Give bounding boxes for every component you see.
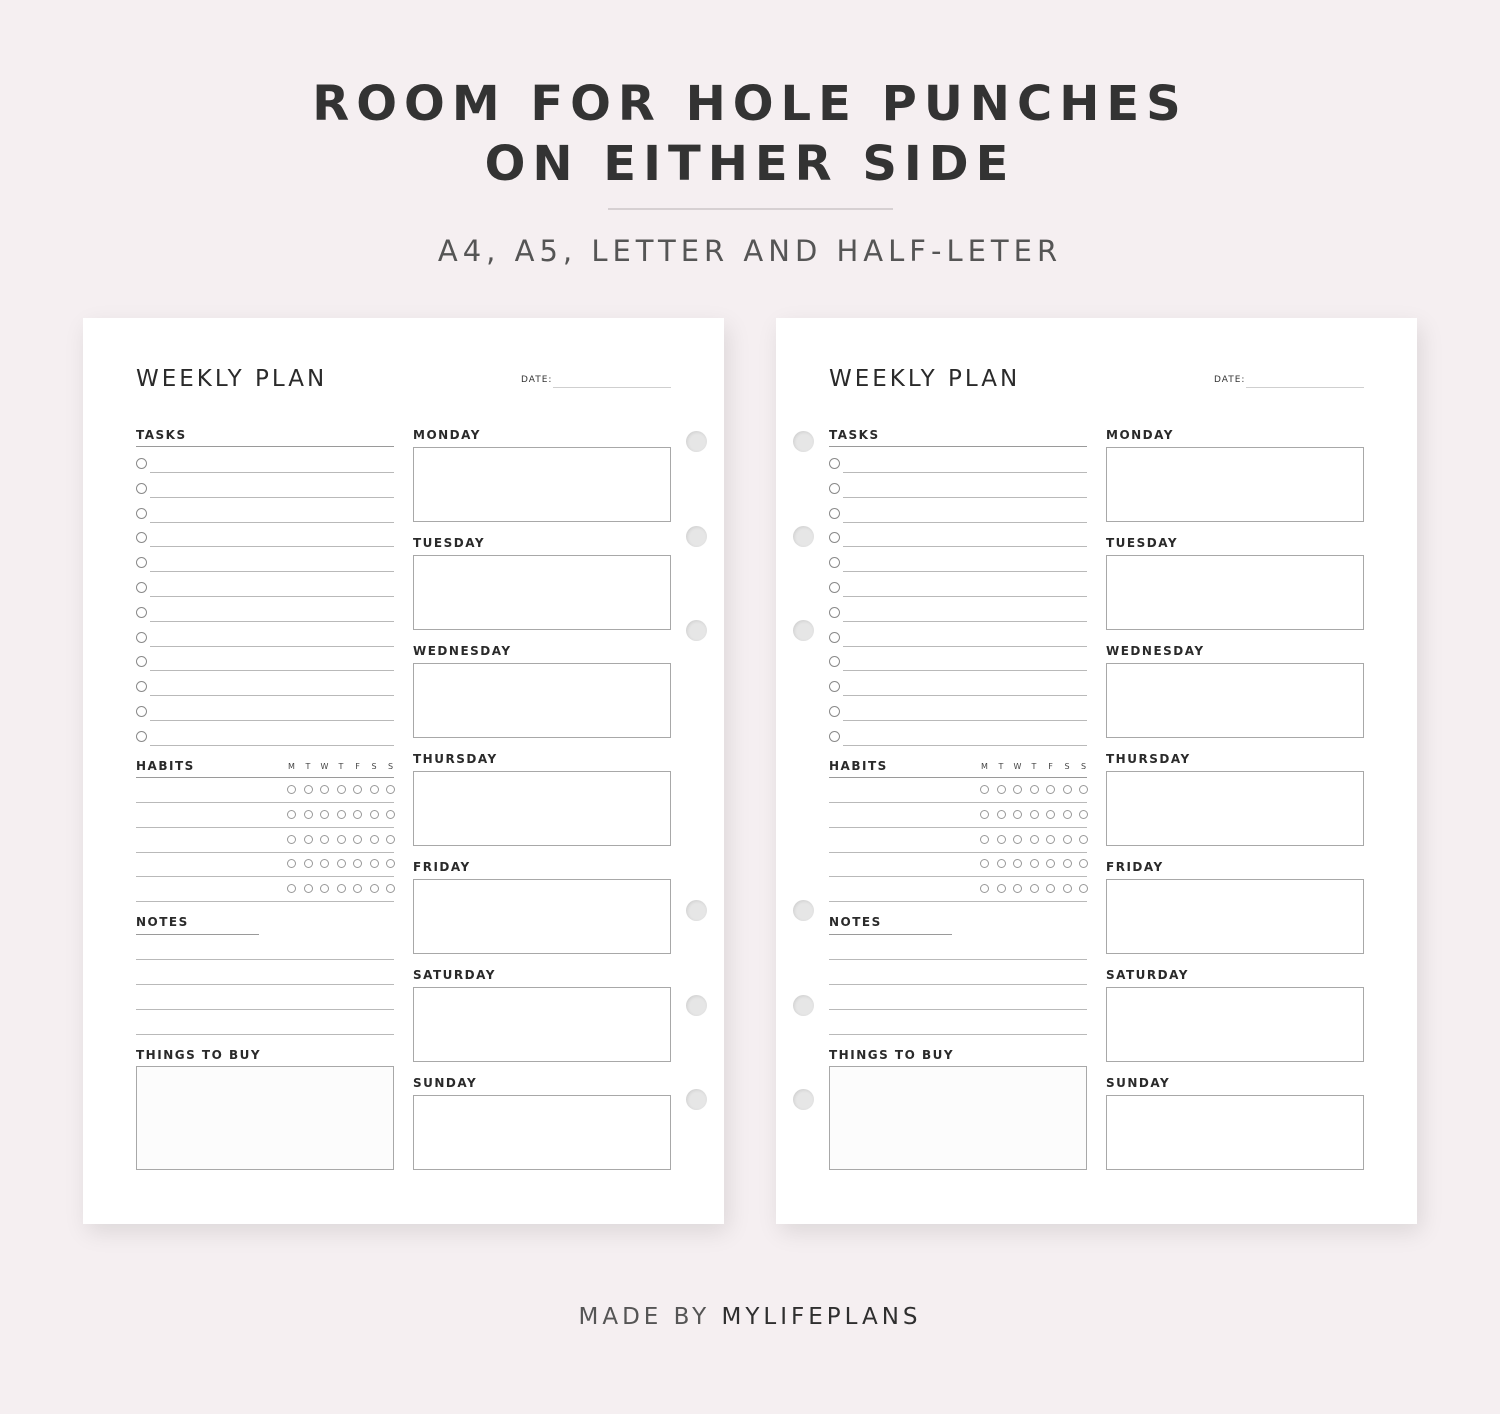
task-checkbox[interactable] (136, 706, 147, 717)
punch-hole (686, 995, 707, 1016)
habit-checkbox[interactable] (1046, 884, 1055, 893)
habit-checkbox[interactable] (386, 835, 395, 844)
habit-day-letter: S (371, 762, 377, 771)
task-checkbox[interactable] (829, 632, 840, 643)
task-checkbox[interactable] (829, 508, 840, 519)
punch-hole (793, 900, 814, 921)
task-checkbox[interactable] (829, 483, 840, 494)
habit-checkbox[interactable] (320, 859, 329, 868)
task-line[interactable] (843, 745, 1087, 746)
habit-day-letter: S (1080, 762, 1087, 771)
punch-hole (793, 431, 814, 452)
habit-checkbox[interactable] (386, 785, 395, 794)
habit-checkbox[interactable] (287, 835, 296, 844)
day-box-friday[interactable] (413, 879, 671, 954)
habit-checkbox[interactable] (1063, 859, 1072, 868)
task-checkbox[interactable] (829, 532, 840, 543)
notes-line[interactable] (136, 984, 394, 985)
habit-day-letter: S (387, 762, 394, 771)
day-box-wednesday[interactable] (1106, 663, 1364, 738)
tasks-label: TASKS (136, 428, 187, 442)
task-checkbox[interactable] (829, 582, 840, 593)
task-line[interactable] (843, 720, 1087, 721)
plan-title: WEEKLY PLAN (136, 366, 328, 392)
habit-checkbox[interactable] (1046, 835, 1055, 844)
task-line[interactable] (843, 596, 1087, 597)
task-checkbox[interactable] (136, 632, 147, 643)
headline-line-1: ROOM FOR HOLE PUNCHES (312, 76, 1188, 132)
habit-checkbox[interactable] (337, 810, 346, 819)
habit-checkbox[interactable] (980, 835, 989, 844)
day-label-tuesday: TUESDAY (413, 536, 486, 550)
habit-checkbox[interactable] (1013, 810, 1022, 819)
habit-checkbox[interactable] (1063, 810, 1072, 819)
habit-checkbox[interactable] (287, 785, 296, 794)
punch-hole (793, 526, 814, 547)
task-line[interactable] (150, 745, 394, 746)
habit-line[interactable] (136, 876, 394, 877)
day-label-friday: FRIDAY (413, 860, 471, 874)
punch-hole (686, 900, 707, 921)
day-box-sunday[interactable] (413, 1095, 671, 1170)
task-line[interactable] (150, 472, 394, 473)
notes-underline (136, 934, 259, 935)
habit-checkbox[interactable] (980, 859, 989, 868)
habits-underline (829, 777, 1087, 778)
day-label-monday: MONDAY (1106, 428, 1174, 442)
task-line[interactable] (843, 646, 1087, 647)
habit-line[interactable] (829, 802, 1087, 803)
task-line[interactable] (150, 522, 394, 523)
habit-checkbox[interactable] (304, 859, 313, 868)
day-label-wednesday: WEDNESDAY (413, 644, 512, 658)
notes-line[interactable] (136, 1034, 394, 1035)
habit-checkbox[interactable] (997, 835, 1006, 844)
habit-checkbox[interactable] (997, 859, 1006, 868)
punch-hole (686, 620, 707, 641)
day-label-friday: FRIDAY (1106, 860, 1164, 874)
habit-checkbox[interactable] (997, 810, 1006, 819)
punch-hole (793, 1089, 814, 1110)
plan-title: WEEKLY PLAN (829, 366, 1021, 392)
notes-label: NOTES (136, 915, 189, 929)
habit-checkbox[interactable] (370, 785, 379, 794)
habit-checkbox[interactable] (353, 785, 362, 794)
habit-checkbox[interactable] (386, 810, 395, 819)
notes-line[interactable] (829, 1034, 1087, 1035)
task-line[interactable] (150, 497, 394, 498)
habit-checkbox[interactable] (1079, 835, 1088, 844)
task-line[interactable] (843, 472, 1087, 473)
habit-day-letter: T (1031, 762, 1037, 771)
habit-line[interactable] (136, 827, 394, 828)
subtitle: A4, A5, LETTER AND HALF-LETER (437, 234, 1063, 268)
task-line[interactable] (150, 621, 394, 622)
task-checkbox[interactable] (829, 458, 840, 469)
habit-day-letter: M (981, 762, 988, 771)
habit-line[interactable] (829, 827, 1087, 828)
day-box-friday[interactable] (1106, 879, 1364, 954)
tasks-label: TASKS (829, 428, 880, 442)
day-box-monday[interactable] (413, 447, 671, 522)
habit-checkbox[interactable] (320, 835, 329, 844)
habit-checkbox[interactable] (1079, 785, 1088, 794)
habit-checkbox[interactable] (1063, 835, 1072, 844)
task-checkbox[interactable] (829, 681, 840, 692)
task-checkbox[interactable] (136, 656, 147, 667)
brand-name: MYLIFEPLANS (721, 1304, 922, 1330)
footer-credit (0, 1304, 1500, 1330)
habit-checkbox[interactable] (353, 859, 362, 868)
habit-checkbox[interactable] (304, 835, 313, 844)
habits-label: HABITS (829, 759, 888, 773)
task-checkbox[interactable] (136, 731, 147, 742)
tasks-underline (829, 446, 1087, 447)
day-label-tuesday: TUESDAY (1106, 536, 1179, 550)
habit-checkbox[interactable] (1030, 884, 1039, 893)
habit-checkbox[interactable] (304, 785, 313, 794)
day-box-tuesday[interactable] (1106, 555, 1364, 630)
task-checkbox[interactable] (829, 607, 840, 618)
punch-hole (686, 1089, 707, 1110)
habit-checkbox[interactable] (1079, 884, 1088, 893)
habit-checkbox[interactable] (370, 810, 379, 819)
habit-checkbox[interactable] (337, 785, 346, 794)
habit-line[interactable] (136, 852, 394, 853)
habit-checkbox[interactable] (386, 884, 395, 893)
habit-day-letter: W (1013, 762, 1022, 771)
habit-day-letter: T (305, 762, 311, 771)
notes-label: NOTES (829, 915, 882, 929)
habit-checkbox[interactable] (320, 810, 329, 819)
day-box-saturday[interactable] (1106, 987, 1364, 1062)
planner-sheet-right (776, 318, 1417, 1224)
habit-checkbox[interactable] (1013, 835, 1022, 844)
task-checkbox[interactable] (136, 532, 147, 543)
habit-day-letter: T (338, 762, 344, 771)
day-label-thursday: THURSDAY (413, 752, 498, 766)
habit-day-letter: T (998, 762, 1004, 771)
habit-checkbox[interactable] (353, 835, 362, 844)
day-label-saturday: SATURDAY (1106, 968, 1189, 982)
task-line[interactable] (150, 720, 394, 721)
punch-hole (686, 431, 707, 452)
task-line[interactable] (150, 695, 394, 696)
habit-checkbox[interactable] (1046, 785, 1055, 794)
habit-line[interactable] (136, 802, 394, 803)
divider (608, 208, 893, 210)
habit-checkbox[interactable] (1063, 884, 1072, 893)
task-checkbox[interactable] (136, 483, 147, 494)
notes-line[interactable] (136, 959, 394, 960)
day-label-sunday: SUNDAY (1106, 1076, 1171, 1090)
task-checkbox[interactable] (136, 582, 147, 593)
habit-checkbox[interactable] (320, 785, 329, 794)
day-box-thursday[interactable] (413, 771, 671, 846)
habit-checkbox[interactable] (337, 884, 346, 893)
day-label-saturday: SATURDAY (413, 968, 496, 982)
task-line[interactable] (843, 497, 1087, 498)
habit-checkbox[interactable] (1013, 884, 1022, 893)
habit-checkbox[interactable] (304, 810, 313, 819)
habit-checkbox[interactable] (980, 810, 989, 819)
habit-checkbox[interactable] (370, 859, 379, 868)
task-line[interactable] (150, 571, 394, 572)
habit-checkbox[interactable] (353, 884, 362, 893)
planner-sheet-left (83, 318, 724, 1224)
task-checkbox[interactable] (136, 681, 147, 692)
date-field[interactable] (553, 387, 671, 388)
things-to-buy-label: THINGS TO BUY (829, 1048, 955, 1062)
habit-checkbox[interactable] (1030, 785, 1039, 794)
habit-checkbox[interactable] (287, 810, 296, 819)
task-checkbox[interactable] (136, 557, 147, 568)
habit-checkbox[interactable] (997, 884, 1006, 893)
task-line[interactable] (150, 646, 394, 647)
habit-line[interactable] (829, 901, 1087, 902)
day-box-wednesday[interactable] (413, 663, 671, 738)
notes-line[interactable] (829, 959, 1087, 960)
habit-day-letter: S (1064, 762, 1070, 771)
habit-checkbox[interactable] (337, 835, 346, 844)
day-label-monday: MONDAY (413, 428, 481, 442)
task-line[interactable] (150, 596, 394, 597)
day-box-thursday[interactable] (1106, 771, 1364, 846)
habit-day-letter: F (1048, 762, 1053, 771)
task-line[interactable] (843, 695, 1087, 696)
task-line[interactable] (843, 571, 1087, 572)
habit-checkbox[interactable] (1013, 785, 1022, 794)
notes-line[interactable] (829, 1009, 1087, 1010)
task-line[interactable] (843, 546, 1087, 547)
habit-checkbox[interactable] (997, 785, 1006, 794)
task-checkbox[interactable] (136, 508, 147, 519)
punch-hole (793, 620, 814, 641)
things-to-buy-box[interactable] (829, 1066, 1087, 1170)
day-box-saturday[interactable] (413, 987, 671, 1062)
habit-checkbox[interactable] (386, 859, 395, 868)
day-label-sunday: SUNDAY (413, 1076, 478, 1090)
day-box-tuesday[interactable] (413, 555, 671, 630)
task-checkbox[interactable] (136, 607, 147, 618)
task-checkbox[interactable] (829, 656, 840, 667)
notes-line[interactable] (136, 1009, 394, 1010)
date-field[interactable] (1246, 387, 1364, 388)
task-checkbox[interactable] (829, 706, 840, 717)
habit-checkbox[interactable] (980, 785, 989, 794)
habit-checkbox[interactable] (1079, 859, 1088, 868)
task-line[interactable] (150, 670, 394, 671)
habit-checkbox[interactable] (353, 810, 362, 819)
day-label-thursday: THURSDAY (1106, 752, 1191, 766)
habit-checkbox[interactable] (1030, 810, 1039, 819)
habit-checkbox[interactable] (1046, 859, 1055, 868)
habit-checkbox[interactable] (287, 884, 296, 893)
habit-checkbox[interactable] (1079, 810, 1088, 819)
notes-line[interactable] (829, 984, 1087, 985)
punch-hole (793, 995, 814, 1016)
punch-hole (686, 526, 707, 547)
habit-checkbox[interactable] (1030, 835, 1039, 844)
habit-line[interactable] (829, 852, 1087, 853)
habit-day-letter: W (320, 762, 329, 771)
habits-underline (136, 777, 394, 778)
habit-day-letter: M (288, 762, 295, 771)
date-label: DATE: (521, 375, 553, 385)
things-to-buy-label: THINGS TO BUY (136, 1048, 262, 1062)
task-line[interactable] (843, 621, 1087, 622)
habit-line[interactable] (829, 876, 1087, 877)
task-checkbox[interactable] (136, 458, 147, 469)
habit-checkbox[interactable] (337, 859, 346, 868)
habit-checkbox[interactable] (1046, 810, 1055, 819)
habit-checkbox[interactable] (1030, 859, 1039, 868)
habit-checkbox[interactable] (370, 835, 379, 844)
task-line[interactable] (150, 546, 394, 547)
task-checkbox[interactable] (829, 557, 840, 568)
task-line[interactable] (843, 670, 1087, 671)
habits-label: HABITS (136, 759, 195, 773)
tasks-underline (136, 446, 394, 447)
habit-checkbox[interactable] (1063, 785, 1072, 794)
habit-checkbox[interactable] (287, 859, 296, 868)
task-line[interactable] (843, 522, 1087, 523)
habit-checkbox[interactable] (320, 884, 329, 893)
habit-checkbox[interactable] (1013, 859, 1022, 868)
habit-checkbox[interactable] (980, 884, 989, 893)
day-label-wednesday: WEDNESDAY (1106, 644, 1205, 658)
notes-underline (829, 934, 952, 935)
habit-line[interactable] (136, 901, 394, 902)
things-to-buy-box[interactable] (136, 1066, 394, 1170)
day-box-monday[interactable] (1106, 447, 1364, 522)
habit-day-letter: F (355, 762, 360, 771)
habit-checkbox[interactable] (370, 884, 379, 893)
headline-line-2: ON EITHER SIDE (484, 136, 1016, 192)
date-label: DATE: (1214, 375, 1246, 385)
day-box-sunday[interactable] (1106, 1095, 1364, 1170)
habit-checkbox[interactable] (304, 884, 313, 893)
task-checkbox[interactable] (829, 731, 840, 742)
footer-prefix: MADE BY (578, 1304, 722, 1330)
